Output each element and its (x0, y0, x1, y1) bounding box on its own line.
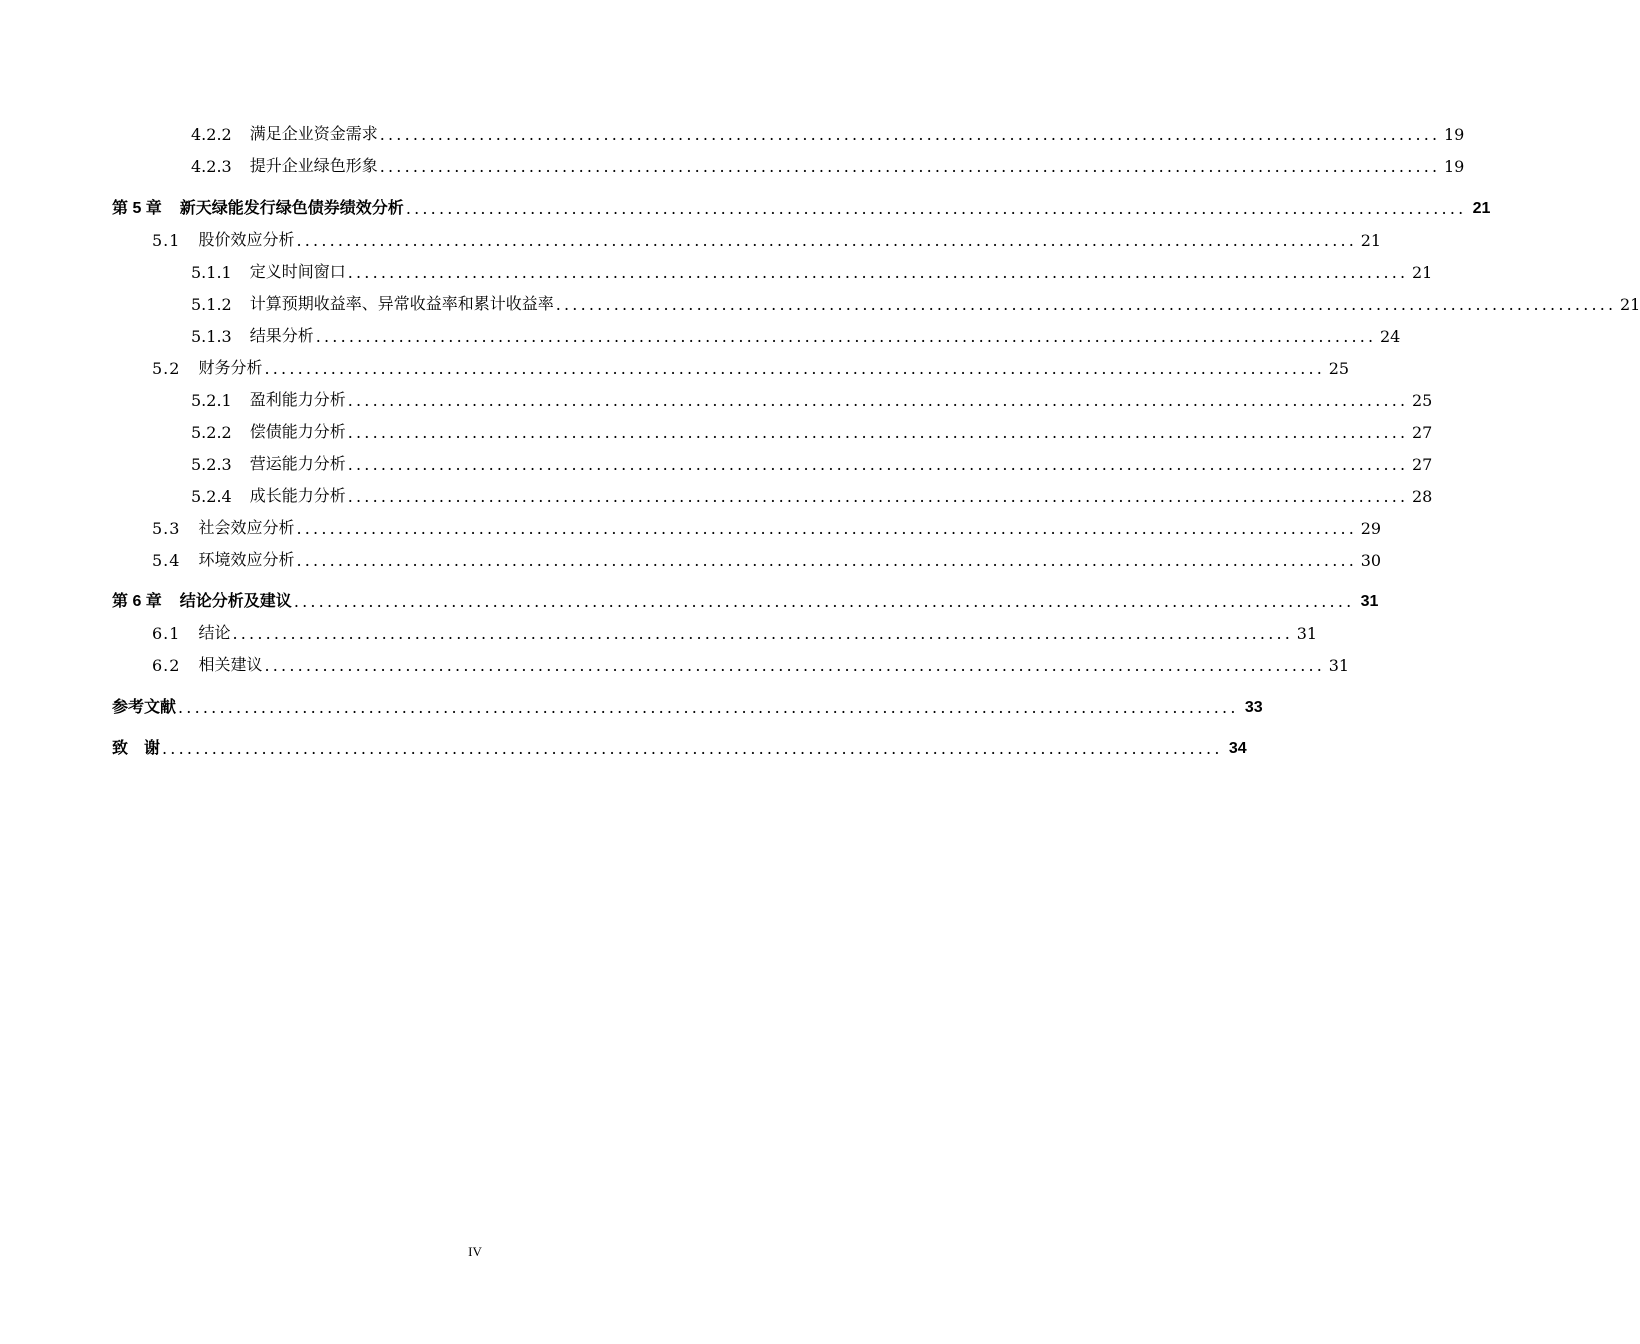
toc-leader-dots: ................................................................................................................................ (347, 455, 1409, 474)
toc-entry-title: 成长能力分析 (249, 486, 346, 505)
toc-entry-number: 6.1 (152, 624, 181, 643)
toc-entry-title: 社会效应分析 (198, 518, 295, 537)
toc-entry[interactable] (152, 350, 1350, 378)
toc-entry[interactable] (191, 148, 1465, 176)
toc-entry-number: 5.1.1 (191, 263, 232, 282)
toc-entry[interactable] (152, 542, 1382, 570)
toc-entry-title: 满足企业资金需求 (249, 124, 378, 143)
toc-leader-dots: ................................................................................................................................ (347, 391, 1409, 410)
toc-leader-dots: ................................................................................................................................ (264, 656, 1326, 675)
toc-entry-number: 5.2.1 (191, 391, 232, 410)
toc-leader-dots: ................................................................................................................................ (293, 592, 1355, 611)
toc-entry[interactable] (191, 318, 1401, 346)
toc-entry-page: 33 (1244, 699, 1263, 716)
toc-entry-number: 5.2 (152, 359, 181, 378)
toc-entry-number: 5.3 (152, 519, 181, 538)
toc-entry-page: 27 (1411, 423, 1433, 442)
toc-entry-number: 第 5 章 (112, 200, 162, 217)
toc-entry-number: 5.1.2 (191, 295, 232, 314)
toc-entry-title: 提升企业绿色形象 (249, 156, 378, 175)
toc-entry-title: 环境效应分析 (198, 550, 295, 569)
toc-entry-page: 29 (1360, 519, 1382, 538)
toc-entry-page: 27 (1411, 455, 1433, 474)
toc-entry-number: 5.2.2 (191, 423, 232, 442)
toc-leader-dots: ................................................................................................................................ (296, 231, 1358, 250)
toc-leader-dots: ................................................................................................................................ (296, 551, 1358, 570)
toc-entry-page: 25 (1328, 359, 1350, 378)
toc-entry[interactable] (112, 689, 1263, 717)
toc-leader-dots: ................................................................................................................................ (162, 739, 1223, 758)
toc-leader-dots: ................................................................................................................................ (379, 157, 1441, 176)
toc-entry-page: 31 (1296, 624, 1318, 643)
toc-entry-title: 相关建议 (198, 655, 263, 674)
toc-entry-page: 21 (1472, 200, 1491, 217)
toc-entry[interactable] (152, 647, 1350, 675)
toc-entry[interactable] (191, 286, 1640, 314)
toc-entry-number: 第 6 章 (112, 593, 162, 610)
toc-entry[interactable] (191, 446, 1433, 474)
toc-entry-page: 34 (1228, 740, 1247, 757)
toc-entry[interactable] (152, 615, 1318, 643)
toc-entry-page: 21 (1619, 295, 1640, 314)
toc-entry-page: 24 (1379, 327, 1401, 346)
toc-entry-page: 30 (1360, 551, 1382, 570)
toc-leader-dots: ................................................................................................................................ (347, 423, 1409, 442)
toc-leader-dots: ................................................................................................................................ (405, 199, 1467, 218)
toc-entry-title: 股价效应分析 (198, 230, 295, 249)
toc-entry-title: 定义时间窗口 (249, 262, 346, 281)
toc-entry-title: 计算预期收益率、异常收益率和累计收益率 (249, 294, 554, 313)
page-number: IV (468, 1244, 482, 1259)
toc-entry-title: 盈利能力分析 (249, 390, 346, 409)
toc-leader-dots: ................................................................................................................................ (315, 327, 1377, 346)
toc-leader-dots: ................................................................................................................................ (347, 263, 1409, 282)
toc-leader-dots: ................................................................................................................................ (296, 519, 1358, 538)
toc-entry[interactable] (191, 116, 1465, 144)
toc-entry-title: 结论 (198, 623, 231, 642)
toc-entry-page: 25 (1411, 391, 1433, 410)
toc-entry-page: 21 (1360, 231, 1382, 250)
toc-entry-number: 5.1 (152, 231, 181, 250)
toc-entry[interactable] (191, 254, 1433, 282)
toc-leader-dots: ................................................................................................................................ (178, 698, 1239, 717)
toc-entry-number: 4.2.3 (191, 157, 232, 176)
toc-entry-title: 致 谢 (112, 740, 161, 757)
toc-entry-page: 31 (1328, 656, 1350, 675)
toc-entry-page: 21 (1411, 263, 1433, 282)
toc-entry[interactable] (152, 510, 1382, 538)
toc-entry[interactable] (112, 583, 1379, 611)
toc-entry[interactable] (112, 730, 1247, 758)
toc-entry[interactable] (191, 382, 1433, 410)
toc-leader-dots: ................................................................................................................................ (379, 125, 1441, 144)
toc-leader-dots: ................................................................................................................................ (347, 487, 1409, 506)
toc-leader-dots: ................................................................................................................................ (264, 359, 1326, 378)
toc-entry-page: 19 (1443, 157, 1465, 176)
toc-entry-number: 5.2.4 (191, 487, 232, 506)
toc-entry-number: 5.4 (152, 551, 181, 570)
toc-entry[interactable] (152, 222, 1382, 250)
toc-entry[interactable] (112, 190, 1491, 218)
toc-entry-title: 偿债能力分析 (249, 422, 346, 441)
toc-entry-title: 营运能力分析 (249, 454, 346, 473)
toc-entry-page: 19 (1443, 125, 1465, 144)
toc-entry-page: 31 (1360, 593, 1379, 610)
toc-leader-dots: ................................................................................................................................ (232, 624, 1294, 643)
toc-entry-title: 新天绿能发行绿色债券绩效分析 (179, 200, 404, 217)
toc-entry[interactable] (191, 414, 1433, 442)
toc-entry-number: 6.2 (152, 656, 181, 675)
toc-leader-dots: ................................................................................................................................ (555, 295, 1617, 314)
toc-entry[interactable] (191, 478, 1433, 506)
toc-entry-title: 参考文献 (112, 699, 177, 716)
toc-entry-title: 财务分析 (198, 358, 263, 377)
toc-entry-title: 结果分析 (249, 326, 314, 345)
toc-entry-number: 5.2.3 (191, 455, 232, 474)
toc-entry-number: 4.2.2 (191, 125, 232, 144)
toc-entry-title: 结论分析及建议 (179, 593, 292, 610)
toc-entry-number: 5.1.3 (191, 327, 232, 346)
toc-entry-page: 28 (1411, 487, 1433, 506)
